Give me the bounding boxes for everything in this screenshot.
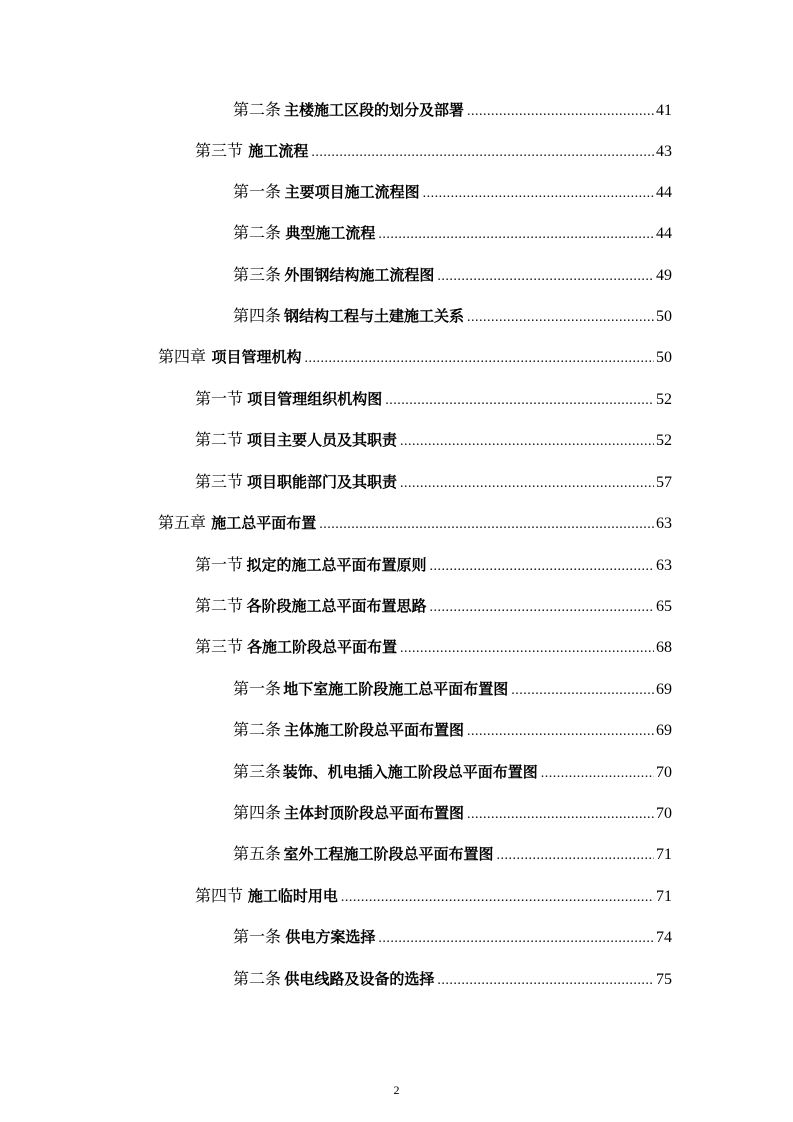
toc-entry-page: 69 [656, 681, 672, 698]
toc-entry-prefix: 第一条 [233, 929, 282, 946]
toc-entry-prefix: 第四条 [233, 308, 282, 325]
dot-leader [430, 597, 654, 619]
toc-entry-page: 69 [656, 722, 672, 739]
toc-entry-title: 装饰、机电插入施工阶段总平面布置图 [282, 763, 538, 781]
toc-entry[interactable] [195, 388, 672, 412]
toc-entry-prefix: 第一条 [233, 184, 282, 201]
toc-entry-page: 63 [656, 557, 672, 574]
toc-entry[interactable] [233, 761, 672, 785]
toc-entry-prefix: 第四章 [158, 349, 207, 366]
toc-entry-prefix: 第三节 [195, 474, 244, 491]
toc-entry[interactable] [233, 968, 672, 992]
dot-leader [430, 556, 654, 578]
toc-entry-page: 52 [656, 432, 672, 449]
toc-entry[interactable] [233, 719, 672, 743]
toc-entry-prefix: 第五条 [233, 846, 282, 863]
toc-entry-prefix: 第二条 [233, 225, 282, 242]
toc-entry-title: 施工流程 [248, 142, 309, 160]
toc-entry[interactable] [233, 181, 672, 205]
dot-leader [423, 183, 654, 205]
toc-entry[interactable] [195, 429, 672, 453]
dot-leader [378, 928, 654, 950]
toc-entry-prefix: 第一节 [195, 391, 244, 408]
toc-entry-prefix: 第二条 [233, 971, 282, 988]
toc-entry-title: 地下室施工阶段施工总平面布置图 [283, 680, 509, 698]
toc-entry-page: 70 [656, 805, 672, 822]
toc-entry-page: 44 [656, 184, 672, 201]
toc-entry-title: 项目职能部门及其职责 [246, 473, 397, 491]
toc-entry[interactable] [233, 305, 672, 329]
toc-entry-title: 拟定的施工总平面布置原则 [246, 556, 427, 574]
dot-leader [467, 804, 654, 826]
toc-entry[interactable] [195, 471, 672, 495]
dot-leader [378, 224, 654, 246]
toc-entry-page: 52 [656, 391, 672, 408]
dot-leader [385, 390, 654, 412]
toc-entry-prefix: 第一节 [195, 557, 244, 574]
toc-entry-title: 各阶段施工总平面布置思路 [246, 597, 427, 615]
toc-entry-prefix: 第二节 [195, 432, 244, 449]
dot-leader [400, 473, 654, 495]
toc-entry-page: 71 [656, 846, 672, 863]
page-number: 2 [393, 1083, 400, 1097]
toc-entry-page: 44 [656, 225, 672, 242]
toc-entry-title: 主体施工阶段总平面布置图 [283, 721, 464, 739]
toc-entry-title: 项目管理组织机构图 [247, 390, 383, 408]
dot-leader [541, 763, 654, 785]
dot-leader [467, 307, 654, 329]
toc-entry-title: 典型施工流程 [285, 224, 376, 242]
dot-leader [497, 845, 655, 867]
toc-entry-page: 75 [656, 971, 672, 988]
toc-entry-title: 室外工程施工阶段总平面布置图 [283, 845, 494, 863]
dot-leader [319, 514, 654, 536]
toc-entry-prefix: 第三条 [233, 764, 282, 781]
toc-entry[interactable] [233, 264, 672, 288]
toc-entry[interactable] [158, 512, 672, 536]
toc-entry[interactable] [195, 140, 672, 164]
toc-entry-title: 供电方案选择 [285, 928, 376, 946]
dot-leader [400, 431, 654, 453]
dot-leader [467, 721, 654, 743]
toc-entry-prefix: 第一条 [233, 681, 282, 698]
toc-entry[interactable] [233, 843, 672, 867]
toc-entry-page: 49 [656, 267, 672, 284]
dot-leader [437, 970, 654, 992]
toc-entry-prefix: 第三节 [195, 639, 244, 656]
toc-entry-title: 项目主要人员及其职责 [246, 431, 397, 449]
toc-entry-prefix: 第三节 [195, 143, 244, 160]
toc-entry-page: 57 [656, 474, 672, 491]
toc-entry-title: 供电线路及设备的选择 [284, 970, 435, 988]
toc-entry-prefix: 第五章 [158, 515, 207, 532]
toc-entry-prefix: 第四条 [233, 805, 282, 822]
toc-entry-title: 施工总平面布置 [211, 514, 317, 532]
toc-entry-page: 63 [656, 515, 672, 532]
toc-entry[interactable] [233, 802, 672, 826]
toc-entry-page: 71 [656, 888, 672, 905]
toc-entry-prefix: 第二节 [195, 598, 244, 615]
toc-entry-prefix: 第四节 [195, 888, 244, 905]
toc-entry-title: 项目管理机构 [211, 348, 302, 366]
toc-entry-title: 外围钢结构施工流程图 [284, 266, 435, 284]
toc-entry-page: 41 [656, 102, 672, 119]
dot-leader [341, 887, 654, 909]
toc-entry-page: 70 [656, 764, 672, 781]
toc-entry-page: 65 [656, 598, 672, 615]
toc-entry-page: 50 [656, 349, 672, 366]
toc-entry[interactable] [233, 926, 672, 950]
toc-entry-title: 主楼施工区段的划分及部署 [283, 101, 464, 119]
toc-entry-page: 74 [656, 929, 672, 946]
toc-entry-title: 主体封顶阶段总平面布置图 [283, 804, 464, 822]
toc-entry[interactable] [233, 678, 672, 702]
toc-entry[interactable] [195, 885, 672, 909]
toc-entry[interactable] [233, 222, 672, 246]
toc-entry[interactable] [233, 99, 672, 123]
dot-leader [467, 101, 654, 123]
dot-leader [400, 638, 654, 660]
dot-leader [437, 266, 654, 288]
toc-entry-page: 50 [656, 308, 672, 325]
toc-entry-prefix: 第二条 [233, 102, 282, 119]
toc-entry-prefix: 第三条 [233, 267, 282, 284]
dot-leader [305, 348, 655, 370]
dot-leader [311, 142, 654, 164]
toc-entry-prefix: 第二条 [233, 722, 282, 739]
toc-entry-title: 施工临时用电 [247, 887, 338, 905]
toc-entry[interactable] [195, 554, 672, 578]
toc-entry-page: 68 [656, 639, 672, 656]
toc-entry-title: 主要项目施工流程图 [284, 183, 420, 201]
toc-entry-title: 各施工阶段总平面布置 [246, 638, 397, 656]
toc-entry[interactable] [158, 346, 672, 370]
toc-entry[interactable] [195, 636, 672, 660]
dot-leader [511, 680, 654, 702]
toc-entry[interactable] [195, 595, 672, 619]
toc-entry-page: 43 [656, 143, 672, 160]
toc-entry-title: 钢结构工程与土建施工关系 [283, 307, 464, 325]
